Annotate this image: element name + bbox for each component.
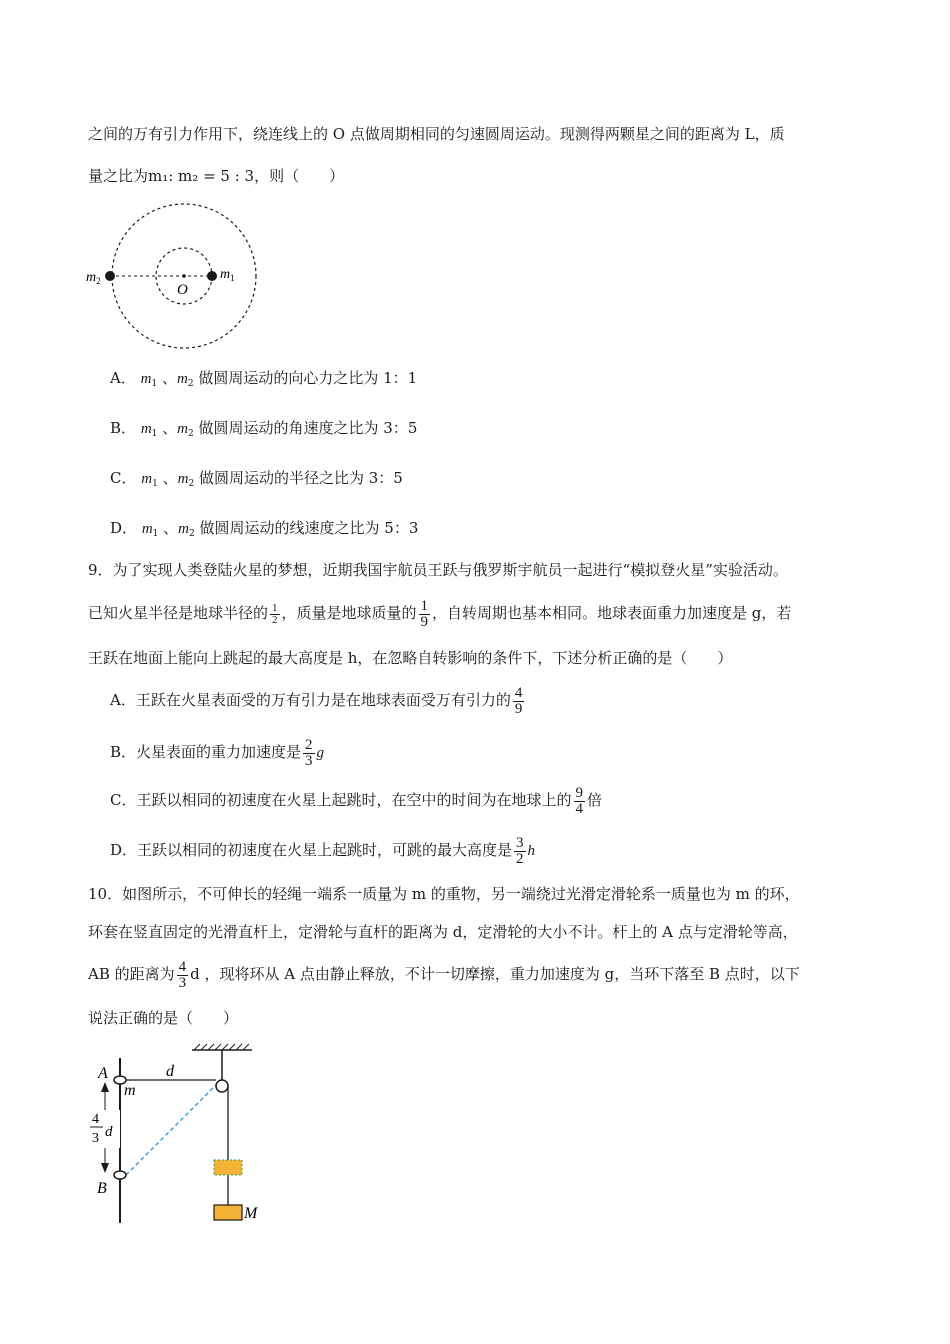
q10-stem-line-2: 环套在竖直固定的光滑直杆上，定滑轮与直杆的距离为 d，定滑轮的大小不计。杆上的 A 点与定滑轮等高，: [88, 923, 798, 941]
block-m: [214, 1205, 242, 1220]
q8-option-c: C． $m_1$ 、$m_2$ 做圆周运动的半径之比为 3：5: [110, 469, 403, 489]
rope-dashed: [126, 1084, 217, 1175]
arrow-down: [101, 1163, 109, 1173]
arrow-up: [101, 1082, 109, 1092]
q10-stem-line-1: 10．如图所示，不可伸长的轻绳一端系一质量为 m 的重物，另一端绕过光滑定滑轮系一质量也为 m 的环，: [88, 885, 800, 903]
q9-stem-line-1: 9．为了实现人类登陆火星的梦想，近期我国宇航员王跃与俄罗斯宇航员一起进行“模拟登火星”实验活动。: [88, 561, 788, 579]
q8-stem-line-2: 量之比为m₁: m₂ = 5 : 3，则（ ）: [88, 167, 345, 185]
label-o: O: [177, 282, 188, 298]
q10-stem-line-3: AB 的距离为 $\frac{4}{3}$ d ，现将环从 A 点由静止释放，不计一切摩擦，重力加速度为 g，当环下落至 B 点时，以下: [88, 958, 800, 991]
binary-star-figure: [80, 196, 270, 356]
q8-option-a: A． $m_1$ 、$m_2$ 做圆周运动的向心力之比为 1：1: [110, 369, 418, 389]
center-o: [182, 274, 186, 278]
label-a: A: [98, 1065, 108, 1082]
label-d: d: [166, 1063, 174, 1080]
q9-stem-line-2: 已知火星半径是地球半径的 $\frac{1}{2}$ ，质量是地球质量的 $\frac{1}{9}$ ，自转周期也基本相同。地球表面重力加速度是 g，若: [88, 597, 792, 630]
fraction-four-thirds: $\frac{4}{3}$: [178, 958, 187, 991]
q9-option-d: D．王跃以相同的初速度在火星上起跳时，可跳的最大高度是 $\frac{3}{2}$ h: [110, 834, 536, 867]
q9-option-a: A．王跃在火星表面受的万有引力是在地球表面受万有引力的 $\frac{4}{9}$: [110, 684, 523, 717]
dim-label-d: d: [105, 1124, 113, 1140]
label-m: m: [124, 1082, 136, 1099]
ring-at-b: [114, 1171, 126, 1179]
fraction-half: $\frac{1}{2}$: [272, 601, 278, 626]
q8-stem-line-1: 之间的万有引力作用下，绕连线上的 O 点做周期相同的匀速圆周运动。现测得两颗星之间的距离为 L，质: [88, 125, 785, 143]
dim-frac-num: 4: [92, 1112, 99, 1127]
dim-frac-den: 3: [92, 1131, 99, 1146]
star-m1: [207, 271, 217, 281]
label-m2: $m_2$: [86, 270, 101, 286]
q8-option-d: D． $m_1$ 、$m_2$ 做圆周运动的线速度之比为 5：3: [110, 519, 419, 539]
label-m1: $m_1$: [220, 267, 235, 283]
pulley: [216, 1080, 228, 1092]
ceiling-hatch: [194, 1044, 249, 1050]
q9-option-c: C．王跃以相同的初速度在火星上起跳时，在空中的时间为在地球上的 $\frac{9}{4}$ 倍: [110, 784, 603, 817]
q9-option-b: B．火星表面的重力加速度是 $\frac{2}{3}$ g: [110, 736, 325, 769]
star-m2: [105, 271, 115, 281]
pulley-ring-figure: [84, 1040, 284, 1230]
fraction-ninth: $\frac{1}{9}$: [420, 597, 429, 630]
q9-stem-line-3: 王跃在地面上能向上跳起的最大高度是 h，在忽略自转影响的条件下，下述分析正确的是（ ）: [88, 649, 733, 667]
q8-option-b: B． $m_1$ 、$m_2$ 做圆周运动的角速度之比为 3：5: [110, 419, 418, 439]
label-b: B: [97, 1180, 107, 1197]
q10-stem-line-4: 说法正确的是（ ）: [88, 1009, 239, 1027]
block-dashed: [214, 1160, 242, 1175]
label-big-m: M: [244, 1205, 258, 1222]
